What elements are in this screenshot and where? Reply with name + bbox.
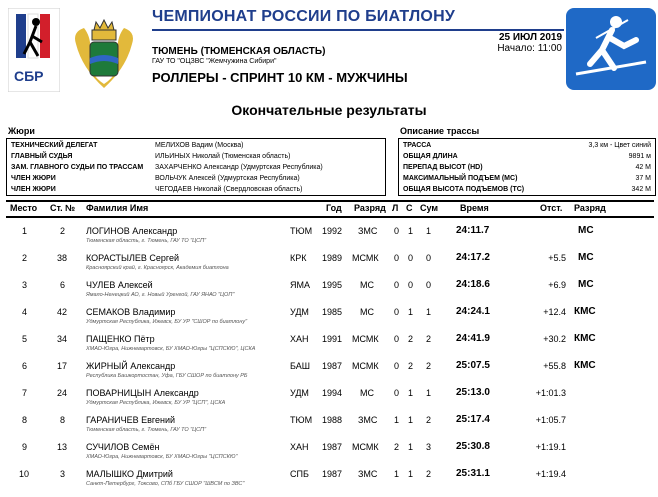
cell-year: 1991 [322,334,343,344]
cell-club: Тюменская область, г. Тюмень, ГАУ ТО "ЦСП" [86,238,207,244]
cell-prone: 0 [394,226,400,236]
track-value: 3,3 км - Цвет синий [588,142,651,149]
cell-prone: 2 [394,442,400,452]
track-row [399,173,655,184]
race-date: 25 ИЮЛ 2019 [498,32,562,43]
cell-time: 24:18.6 [456,279,490,290]
cell-name: ГАРАНИЧЕВ Евгений [86,415,176,425]
track-row [399,151,655,162]
cell-year: 1989 [322,253,343,263]
cell-standing: 2 [408,334,414,344]
sbr-logo-text: СБР [14,68,44,84]
header-bib: Ст. № [50,203,76,213]
table-row [0,244,658,271]
header-place: Место [10,203,38,213]
cell-prone: 0 [394,253,400,263]
table-row [0,271,658,298]
cell-class: МС [578,225,594,236]
cell-club: Красноярский край, г. Красноярск, Академия биатлона [86,265,229,271]
cell-class: КМС [574,333,596,344]
sbr-logo [8,8,60,92]
cell-prone: 0 [394,307,400,317]
cell-prone: 0 [394,361,400,371]
cell-time: 24:17.2 [456,252,490,263]
cell-prone: 0 [394,388,400,398]
cell-standing: 1 [408,415,414,425]
cell-behind: +1:19.1 [535,442,566,452]
cell-region: ХАН [290,334,309,344]
track-row [399,140,655,151]
race-location: ТЮМЕНЬ (ТЮМЕНСКАЯ ОБЛАСТЬ) [152,46,326,57]
cell-rank: МСМК [352,361,379,371]
race-name: РОЛЛЕРЫ - СПРИНТ 10 КМ - МУЖЧИНЫ [152,70,408,85]
track-param: ОБЩАЯ ДЛИНА [403,153,458,160]
jury-row [7,162,385,173]
cell-year: 1987 [322,442,343,452]
cell-behind: +1:01.3 [535,388,566,398]
cell-club: ХМАО-Югра, Нижневартовск, БУ ХМАО-Югры "ЦСПСКЮ" [86,454,238,460]
cell-bib: 8 [60,415,66,425]
cell-time: 25:31.1 [456,468,490,479]
track-row [399,184,655,195]
header-sum: Сум [420,203,439,213]
cell-sum: 2 [426,469,432,479]
cell-place: 9 [22,442,28,452]
cell-club: Удмуртская Республика, Ижевск, БУ УР "СШОР по биатлону" [86,319,248,325]
jury-label: Жюри [8,126,35,136]
cell-behind: +6.9 [548,280,566,290]
track-value: 9891 м [628,153,651,160]
cell-region: БАШ [290,361,310,371]
cell-name: КОРАСТЫЛЕВ Сергей [86,253,180,263]
cell-sum: 1 [426,388,432,398]
header-name: Фамилия Имя [86,203,149,213]
cell-name: МАЛЫШКО Дмитрий [86,469,173,479]
track-value: 37 М [635,175,651,182]
cell-name: ЖИРНЫЙ Александр [86,361,176,371]
cell-bib: 13 [57,442,68,452]
cell-sum: 2 [426,334,432,344]
cell-class: КМС [574,360,596,371]
cell-name: ПОВАРНИЦЫН Александр [86,388,199,398]
cell-class: КМС [574,306,596,317]
track-value: 342 М [631,186,651,193]
cell-rank: ЗМС [358,415,378,425]
cell-bib: 6 [60,280,66,290]
cell-bib: 3 [60,469,66,479]
tyumen-emblem-icon [66,14,142,90]
jury-role: ГЛАВНЫЙ СУДЬЯ [11,153,73,160]
cell-rank: МСМК [352,442,379,452]
cell-sum: 1 [426,226,432,236]
table-row [0,460,658,487]
cell-year: 1995 [322,280,343,290]
jury-role: ТЕХНИЧЕСКИЙ ДЕЛЕГАТ [11,142,98,149]
table-row [0,217,658,244]
competition-title: ЧЕМПИОНАТ РОССИИ ПО БИАТЛОНУ [152,8,455,25]
track-value: 42 М [635,164,651,171]
cell-standing: 1 [408,307,414,317]
cell-place: 8 [22,415,28,425]
biathlon-pictogram-icon [566,8,656,90]
cell-sum: 0 [426,253,432,263]
track-param: ТРАССА [403,142,432,149]
jury-row [7,151,385,162]
cell-region: ТЮМ [290,226,313,236]
cell-place: 6 [22,361,28,371]
header-year: Год [326,203,342,213]
cell-place: 5 [22,334,28,344]
cell-region: УДМ [290,307,309,317]
jury-row [7,173,385,184]
cell-rank: ЗМС [358,226,378,236]
cell-place: 7 [22,388,28,398]
jury-role: ЧЛЕН ЖЮРИ [11,186,56,193]
cell-bib: 42 [57,307,68,317]
cell-behind: +5.5 [548,253,566,263]
cell-sum: 3 [426,442,432,452]
cell-region: СПБ [290,469,309,479]
cell-time: 25:17.4 [456,414,490,425]
cell-name: ПАЩЕНКО Пётр [86,334,155,344]
cell-region: УДМ [290,388,309,398]
title-divider [152,29,564,31]
cell-class: МС [578,252,594,263]
table-row [0,352,658,379]
cell-place: 10 [19,469,30,479]
cell-rank: МС [360,280,374,290]
jury-role: ЧЛЕН ЖЮРИ [11,175,56,182]
cell-club: Удмуртская Республика, Ижевск, БУ УР "ЦСП", ЦСКА [86,400,226,406]
cell-time: 25:07.5 [456,360,490,371]
results-header [6,200,654,218]
cell-standing: 0 [408,280,414,290]
cell-year: 1985 [322,307,343,317]
cell-standing: 1 [408,226,414,236]
cell-time: 25:13.0 [456,387,490,398]
cell-behind: +55.8 [543,361,566,371]
table-row [0,406,658,433]
cell-place: 4 [22,307,28,317]
cell-behind: +12.4 [543,307,566,317]
cell-year: 1987 [322,361,343,371]
header-prone: Л [392,203,399,213]
track-row [399,162,655,173]
cell-bib: 2 [60,226,66,236]
cell-standing: 0 [408,253,414,263]
cell-year: 1992 [322,226,343,236]
cell-class: МС [578,279,594,290]
results-body [0,217,658,497]
jury-name: ИЛЬИНЫХ Николай (Тюменская область) [155,153,291,160]
cell-rank: ЗМС [358,469,378,479]
cell-place: 2 [22,253,28,263]
cell-club: Ямало-Ненецкий АО, г. Новый Уренгой, ГАУ ЯНАО "ЦОП" [86,292,235,298]
cell-standing: 1 [408,469,414,479]
header-rank: Разряд [354,203,386,213]
table-row [0,379,658,406]
jury-row [7,184,385,195]
cell-region: КРК [290,253,307,263]
cell-region: ТЮМ [290,415,313,425]
table-row [0,325,658,352]
track-param: МАКСИМАЛЬНЫЙ ПОДЪЕМ (MC) [403,175,518,182]
jury-name: ЧЕГОДАЕВ Николай (Свердловская область) [155,186,303,193]
cell-behind: +30.2 [543,334,566,344]
jury-name: МЕЛИХОВ Вадим (Москва) [155,142,244,149]
cell-club: Тюменская область, г. Тюмень, ГАУ ТО "ЦСП" [86,427,207,433]
cell-year: 1987 [322,469,343,479]
cell-sum: 1 [426,307,432,317]
cell-name: СУЧИЛОВ Семён [86,442,160,452]
track-label: Описание трассы [400,126,480,136]
race-organizer: ГАУ ТО "ОЦЗВС "Жемчужина Сибири" [152,58,277,65]
cell-prone: 0 [394,280,400,290]
header-class: Разряд [574,203,606,213]
results-subtitle: Окончательные результаты [231,102,427,118]
cell-time: 25:30.8 [456,441,490,452]
header-standing: С [406,203,413,213]
cell-sum: 2 [426,415,432,425]
cell-standing: 1 [408,442,414,452]
cell-year: 1988 [322,415,343,425]
jury-role: ЗАМ. ГЛАВНОГО СУДЬИ ПО ТРАССАМ [11,164,144,171]
track-param: ОБЩАЯ ВЫСОТА ПОДЪЕМОВ (TC) [403,186,525,193]
cell-name: СЕМАКОВ Владимир [86,307,176,317]
header-time: Время [460,203,489,213]
cell-prone: 1 [394,469,400,479]
cell-sum: 2 [426,361,432,371]
cell-behind: +1:05.7 [535,415,566,425]
cell-behind: +1:19.4 [535,469,566,479]
cell-bib: 24 [57,388,68,398]
jury-table [6,138,386,196]
cell-time: 24:41.9 [456,333,490,344]
jury-row [7,140,385,151]
cell-name: ЧУЛЕВ Алексей [86,280,153,290]
jury-name: ВОЛЬЧУК Алексей (Удмуртская Республика) [155,175,300,182]
track-table [398,138,656,196]
cell-rank: МСМК [352,334,379,344]
cell-rank: МС [360,388,374,398]
table-row [0,433,658,460]
header-behind: Отст. [540,203,563,213]
cell-club: ХМАО-Югра, Нижневартовск, БУ ХМАО-Югры "ЦСПСКЮ", ЦСКА [86,346,256,352]
race-start: Начало: 11:00 [497,43,562,54]
cell-place: 3 [22,280,28,290]
cell-bib: 38 [57,253,68,263]
cell-time: 24:24.1 [456,306,490,317]
cell-sum: 0 [426,280,432,290]
cell-prone: 0 [394,334,400,344]
cell-time: 24:11.7 [456,225,490,236]
cell-year: 1994 [322,388,343,398]
cell-rank: МС [360,307,374,317]
cell-standing: 1 [408,388,414,398]
jury-name: ЗАХАРЧЕНКО Александр (Удмуртская Республика) [155,164,323,171]
track-param: ПЕРЕПАД ВЫСОТ (HD) [403,164,483,171]
cell-region: ХАН [290,442,309,452]
cell-bib: 17 [57,361,68,371]
cell-prone: 1 [394,415,400,425]
cell-bib: 34 [57,334,68,344]
cell-region: ЯМА [290,280,310,290]
cell-rank: МСМК [352,253,379,263]
cell-standing: 2 [408,361,414,371]
cell-name: ЛОГИНОВ Александр [86,226,178,236]
cell-club: Республика Башкортостан, Уфа, ГБУ СШОР по биатлону РБ [86,373,248,379]
cell-place: 1 [22,226,28,236]
cell-club: Санкт-Петербург, Токсово, СПб ГБУ СШОР "ШВСМ по ЗВС" [86,481,245,487]
table-row [0,298,658,325]
